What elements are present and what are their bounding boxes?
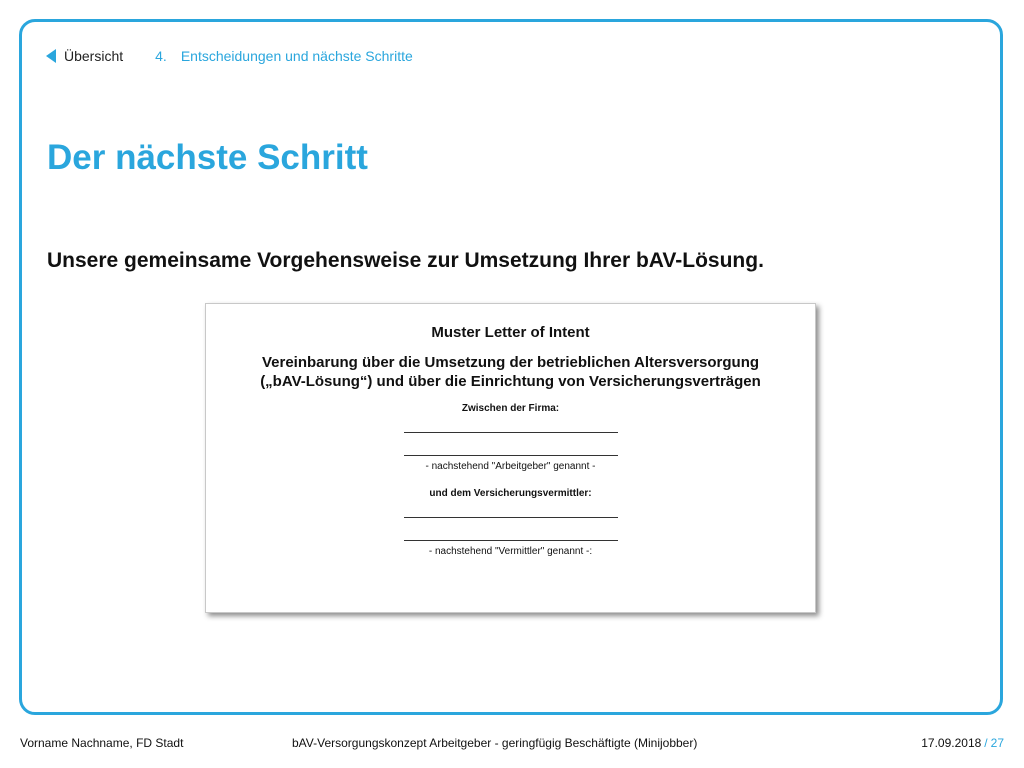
back-label[interactable]: Übersicht [64,48,124,64]
signature-line [404,517,618,518]
letter-of-intent-document [205,303,816,613]
signature-line [404,455,618,456]
footer-document-title: bAV-Versorgungskonzept Arbeitgeber - geringfügig Beschäftigte (Minijobber) [292,736,698,750]
back-to-overview-button[interactable] [46,48,123,64]
party-1-label: Zwischen der Firma: [461,403,560,414]
footer-author: Vorname Nachname, FD Stadt [20,736,184,750]
breadcrumb-section-title[interactable]: Entscheidungen und nächste Schritte [180,48,413,64]
signature-line [404,540,618,541]
page-subtitle: Unsere gemeinsame Vorgehensweise zur Umsetzung Ihrer bAV-Lösung. [47,249,764,272]
breadcrumb-section-number[interactable]: 4. [155,48,167,64]
breadcrumb[interactable] [155,48,413,64]
footer-page-number: 27 [990,736,1004,750]
document-heading-line-2: („bAV-Lösung“) und über die Einrichtung von Versicherungsverträgen [260,373,761,390]
document-title: Muster Letter of Intent [431,324,590,341]
triangle-left-icon[interactable] [46,49,56,63]
page-title: Der nächste Schritt [47,138,368,177]
party-1-note: - nachstehend "Arbeitgeber" genannt - [425,461,596,472]
party-2-label: und dem Versicherungsvermittler: [429,488,592,499]
footer-date: 17.09.2018 [921,736,982,750]
document-heading-line-1: Vereinbarung über die Umsetzung der betrieblichen Altersversorgung [261,354,760,371]
footer-separator: / [984,736,988,750]
party-2-note: - nachstehend "Vermittler" genannt -: [428,546,593,557]
footer-date-page [921,736,1004,750]
navigation-bar [46,46,413,66]
document-heading [206,353,815,391]
signature-line [404,432,618,433]
